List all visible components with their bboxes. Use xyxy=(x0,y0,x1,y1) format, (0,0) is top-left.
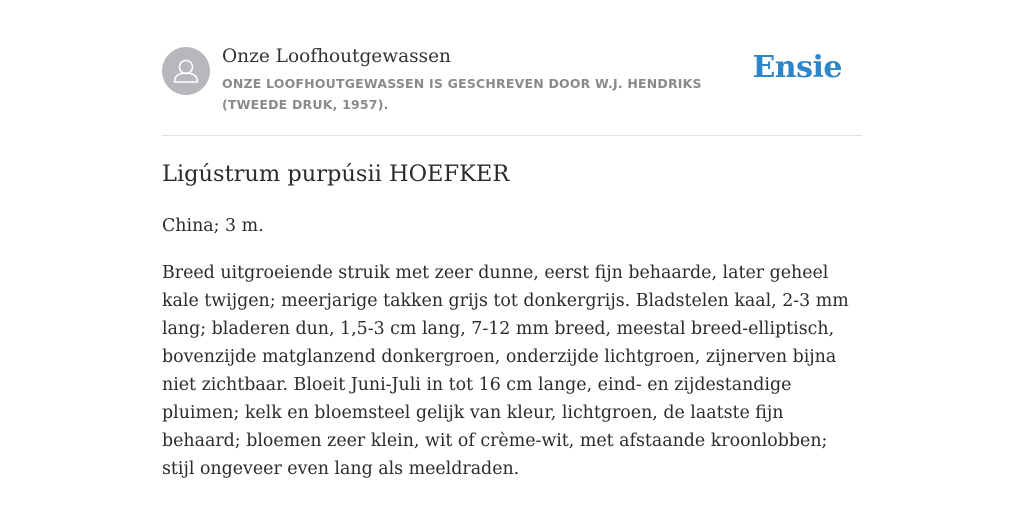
book-subtitle: ONZE LOOFHOUTGEWASSEN IS GESCHREVEN DOOR W.J. HENDRIKS (TWEEDE DRUK, 1957). xyxy=(222,76,702,112)
book-title[interactable]: Onze Loofhoutgewassen xyxy=(222,46,451,67)
entry-title: Ligústrum purpúsii HOEFKER xyxy=(162,161,510,187)
header-divider xyxy=(162,135,862,136)
user-silhouette-icon[interactable] xyxy=(162,47,210,95)
entry-content xyxy=(162,158,862,483)
entry-paragraph-origin: China; 3 m. xyxy=(162,216,264,236)
ensie-logo[interactable]: Ensie xyxy=(752,50,842,85)
entry-paragraph-description: Breed uitgroeiende struik met zeer dunne, eerst fijn behaarde, later geheel kale twijgen; meerjarige takken grijs tot donkergrijs. Bladstelen kaal, 2-3 mm lang; bladeren dun, 1,5-3 cm lang, 7-12 mm breed, meestal breed-elliptisch, bovenzijde matglanzend donkergroen, onderzijde lichtgroen, zijnerven bijna niet zichtbaar. Bloeit Juni-Juli in tot 16 cm lange, eind- en zijdestandige pluimen; kelk en bloemsteel gelijk van kleur, lichtgroen, de laatste fijn behaard; bloemen zeer klein, wit of crème-wit, met afstaande kroonlobben; stijl ongeveer even lang als meeldraden. xyxy=(162,263,849,479)
book-header xyxy=(162,46,862,116)
